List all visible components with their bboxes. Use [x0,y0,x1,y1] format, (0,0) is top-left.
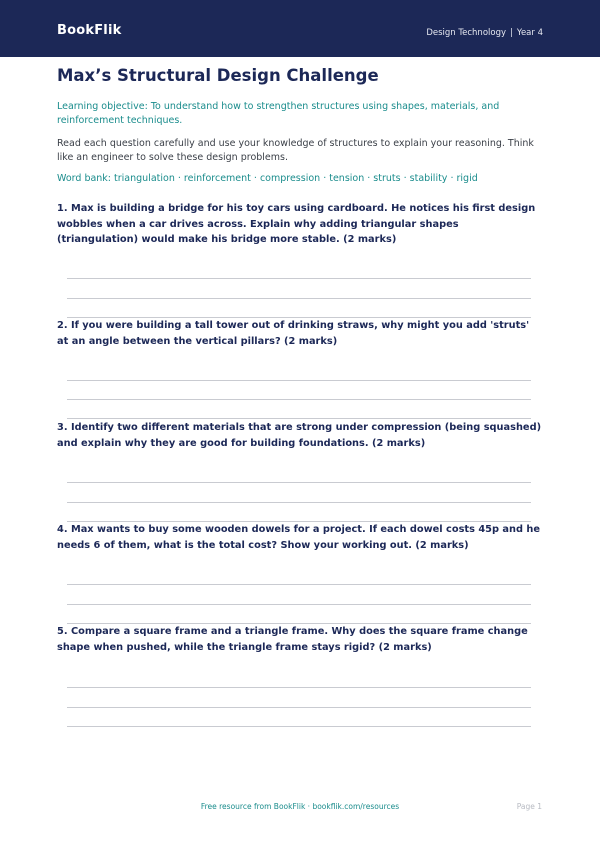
question-1 [57,201,543,248]
question-1-text: 1. Max is building a bridge for his toy cars using cardboard. He notices his first design wobbles when a car drives across. Explain why adding triangular shapes (triangulation) would make his bridge more stable. (2 marks) [57,203,536,245]
answer-line[interactable] [67,584,531,585]
answer-line[interactable] [67,278,531,279]
answer-line[interactable] [67,726,531,727]
subject-label: Design Technology [426,28,507,38]
year-label: Year 4 [516,28,543,38]
word-bank: Word bank: triangulation · reinforcement · compression · tension · struts · stability · rigid [57,173,478,184]
answer-line[interactable] [67,399,531,400]
answer-line[interactable] [67,418,531,419]
question-3-text: 3. Identify two different materials that are strong under compression (being squashed) and explain why they are good for building foundations. (2 marks) [57,422,542,449]
question-2-text: 2. If you were building a tall tower out of drinking straws, why might you add 'struts' at an angle between the vertical pillars? (2 marks) [57,320,530,347]
question-4-text: 4. Max wants to buy some wooden dowels for a project. If each dowel costs 45p and he needs 6 of them, what is the total cost? Show your working out. (2 marks) [57,524,541,551]
answer-line[interactable] [67,482,531,483]
separator: | [510,28,513,38]
footer-link-text[interactable]: Free resource from BookFlik · bookflik.com/resources [200,802,400,811]
answer-line[interactable] [67,687,531,688]
page-footer [0,802,600,814]
question-3 [57,420,543,451]
answer-line[interactable] [67,707,531,708]
question-5-text: 5. Compare a square frame and a triangle frame. Why does the square frame change shape when pushed, while the triangle frame stays rigid? (2 marks) [57,626,528,653]
question-4 [57,522,543,553]
subject-year-label [426,28,543,38]
brand-logo-text: BookFlik [57,23,122,38]
answer-line[interactable] [67,380,531,381]
page-header [0,0,600,57]
answer-line[interactable] [67,502,531,503]
page-number: Page 1 [516,802,542,811]
answer-line[interactable] [67,604,531,605]
answer-line[interactable] [67,298,531,299]
question-5 [57,624,543,655]
question-2 [57,318,543,349]
worksheet-title: Max’s Structural Design Challenge [57,66,379,85]
learning-objective: Learning objective: To understand how to strengthen structures using shapes, materials, and reinforcement techniques. [57,101,500,126]
instructions-text: Read each question carefully and use your knowledge of structures to explain your reasoning. Think like an engineer to solve these design problems. [57,138,534,163]
